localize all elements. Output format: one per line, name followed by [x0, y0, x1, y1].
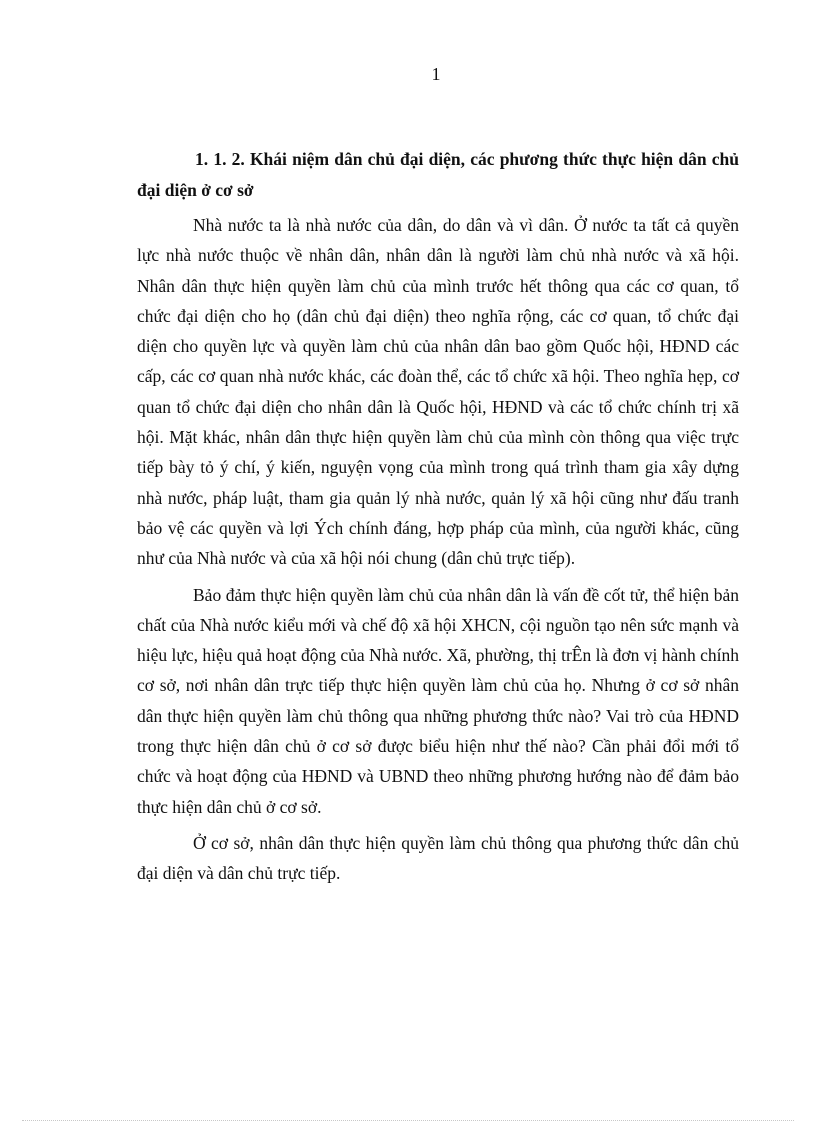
paragraph-2: Bảo đảm thực hiện quyền làm chủ của nhân dân là vấn đề cốt tử, thể hiện bản chất của Nhà nước kiểu mới và chế độ xã hội XHCN, cội nguồn tạo nên sức mạnh và hiệu lực, hiệu quả hoạt động của Nhà nước. Xã, phường, thị trÊn là đơn vị hành chính cơ sở, nơi nhân dân trực tiếp thực hiện quyền làm chủ của họ. Nhưng ở cơ sở nhân dân thực hiện quyền làm chủ thông qua những phương thức nào? Vai trò của HĐND trong thực hiện dân chủ ở cơ sở được biểu hiện như thế nào? Cần phải đổi mới tổ chức và hoạt động của HĐND và UBND theo những phương hướng nào để đảm bảo thực hiện dân chủ ở cơ sở.: [137, 584, 739, 817]
page-number: 1: [431, 64, 441, 84]
section-heading: 1. 1. 2. Khái niệm dân chủ đại diện, các phương thức thực hiện dân chủ đại diện ở cơ sở: [137, 149, 739, 200]
page-bottom-divider: [22, 1120, 794, 1121]
paragraph-1: Nhà nước ta là nhà nước của dân, do dân và vì dân. Ở nước ta tất cả quyền lực nhà nước thuộc về nhân dân, nhân dân là người làm chủ nhà nước và xã hội. Nhân dân thực hiện quyền làm chủ của mình trước hết thông qua các cơ quan, tổ chức đại diện cho họ (dân chủ đại diện) theo nghĩa rộng, các cơ quan, tổ chức đại diện cho quyền lực và quyền làm chủ của nhân dân bao gồm Quốc hội, HĐND các cấp, các cơ quan nhà nước khác, các đoàn thể, các tổ chức xã hội. Theo nghĩa hẹp, cơ quan tổ chức đại diện cho nhân dân là Quốc hội, HĐND và các tổ chức chính trị xã hội. Mặt khác, nhân dân thực hiện quyền làm chủ của mình còn thông qua việc trực tiếp bày tỏ ý chí, ý kiến, nguyện vọng của mình trong quá trình tham gia xây dựng nhà nước, pháp luật, tham gia quản lý nhà nước, quản lý xã hội cũng như đấu tranh bảo vệ các quyền và lợi Ých chính đáng, hợp pháp của mình, của người khác, cũng như của Nhà nước và của xã hội nói chung (dân chủ trực tiếp).: [137, 215, 739, 569]
document-body: [137, 144, 739, 895]
paragraph-3: Ở cơ sở, nhân dân thực hiện quyền làm chủ thông qua phương thức dân chủ đại diện và dân chủ trực tiếp.: [137, 832, 739, 884]
